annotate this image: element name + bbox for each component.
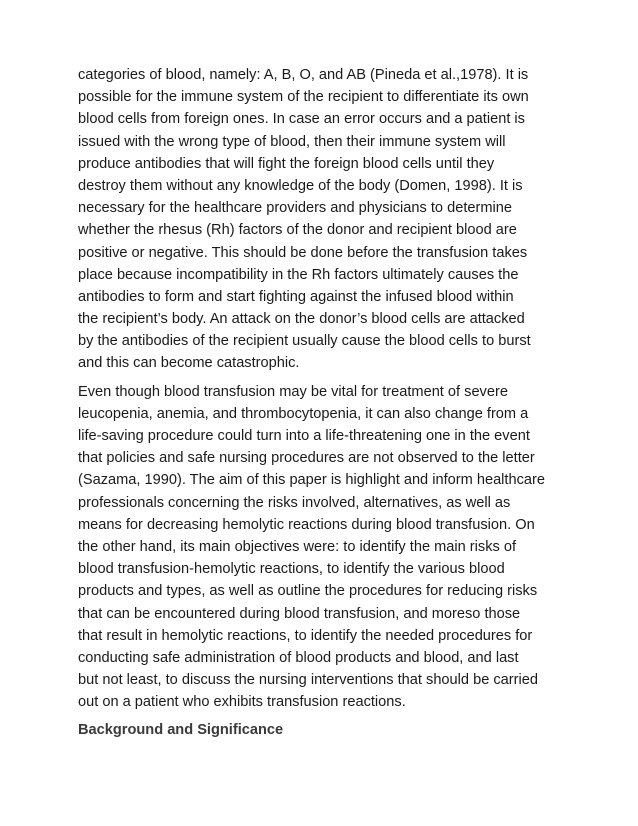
text-line: means for decreasing hemolytic reactions during blood transfusion. On: [78, 516, 535, 533]
text-line: whether the rhesus (Rh) factors of the donor and recipient blood are: [78, 222, 517, 239]
text-line: antibodies to form and start fighting against the infused blood within: [78, 288, 514, 305]
text-line: produce antibodies that will fight the foreign blood cells until they: [78, 155, 495, 172]
text-line: out on a patient who exhibits transfusion reactions.: [78, 694, 406, 711]
text-line: products and types, as well as outline the procedures for reducing risks: [78, 583, 538, 600]
document-page: [78, 64, 578, 742]
text-line: and this can become catastrophic.: [78, 355, 300, 372]
text-line: leucopenia, anemia, and thrombocytopenia, it can also change from a: [78, 405, 529, 422]
text-line: the recipient’s body. An attack on the donor’s blood cells are attacked: [78, 311, 525, 328]
text-line: life-saving procedure could turn into a life-threatening one in the event: [78, 428, 530, 444]
section-heading: Background and Significance: [78, 722, 284, 739]
text-line: that policies and safe nursing procedures are not observed to the letter: [78, 450, 535, 467]
text-line: place because incompatibility in the Rh factors ultimately causes the: [78, 266, 519, 283]
text-line: the other hand, its main objectives were: to identify the main risks of: [78, 538, 517, 555]
text-line: positive or negative. This should be done before the transfusion takes: [78, 244, 528, 261]
text-line: (Sazama, 1990). The aim of this paper is highlight and inform healthcare: [78, 472, 545, 489]
text-line: possible for the immune system of the recipient to differentiate its own: [78, 89, 529, 106]
text-line: issued with the wrong type of blood, then their immune system will: [78, 133, 506, 150]
text-line: blood transfusion-hemolytic reactions, to identify the various blood: [78, 561, 505, 578]
paragraph-1: [78, 64, 578, 375]
text-line: Even though blood transfusion may be vital for treatment of severe: [78, 383, 508, 400]
text-line: necessary for the healthcare providers and physicians to determine: [78, 200, 512, 217]
text-line: by the antibodies of the recipient usually cause the blood cells to burst: [78, 333, 531, 350]
text-line: conducting safe administration of blood products and blood, and last: [78, 649, 519, 666]
text-line: that result in hemolytic reactions, to identify the needed procedures for: [78, 627, 533, 644]
text-line: professionals concerning the risks involved, alternatives, as well as: [78, 494, 511, 511]
text-line: blood cells from foreign ones. In case an error occurs and a patient is: [78, 111, 525, 128]
paragraph-2: [78, 381, 578, 714]
text-line: destroy them without any knowledge of the body (Domen, 1998). It is: [78, 177, 523, 194]
text-line: that can be encountered during blood transfusion, and moreso those: [78, 605, 521, 622]
text-line: but not least, to discuss the nursing interventions that should be carried: [78, 672, 538, 689]
text-line: categories of blood, namely: A, B, O, and AB (Pineda et al.,1978). It is: [78, 67, 529, 83]
